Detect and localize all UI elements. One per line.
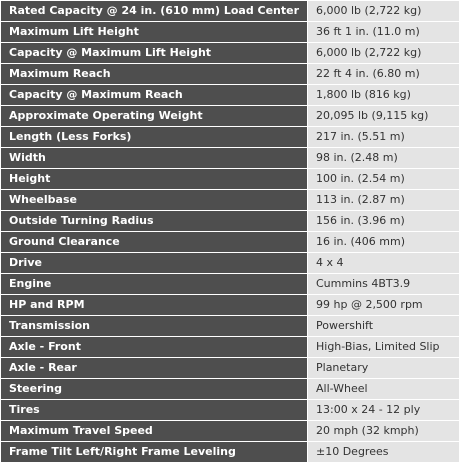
- spec-label: Capacity @ Maximum Lift Height: [1, 43, 308, 63]
- spec-value: 1,800 lb (816 kg): [308, 85, 459, 105]
- spec-value: 36 ft 1 in. (11.0 m): [308, 22, 459, 42]
- spec-label: Engine: [1, 274, 308, 294]
- spec-value: 16 in. (406 mm): [308, 232, 459, 252]
- spec-row: [1, 1, 459, 21]
- spec-row: [1, 442, 459, 462]
- spec-value: 217 in. (5.51 m): [308, 127, 459, 147]
- spec-row: [1, 253, 459, 273]
- spec-row: [1, 22, 459, 42]
- spec-label: Steering: [1, 379, 308, 399]
- spec-row: [1, 85, 459, 105]
- spec-row: [1, 358, 459, 378]
- spec-value: 4 x 4: [308, 253, 459, 273]
- spec-label: HP and RPM: [1, 295, 308, 315]
- spec-row: [1, 169, 459, 189]
- specifications-table-body: [1, 1, 459, 462]
- spec-value: 6,000 lb (2,722 kg): [308, 43, 459, 63]
- spec-label: Tires: [1, 400, 308, 420]
- spec-value: High-Bias, Limited Slip: [308, 337, 459, 357]
- spec-value: All-Wheel: [308, 379, 459, 399]
- spec-value: 13:00 x 24 - 12 ply: [308, 400, 459, 420]
- specifications-table: [1, 0, 459, 463]
- spec-label: Drive: [1, 253, 308, 273]
- spec-label: Maximum Travel Speed: [1, 421, 308, 441]
- spec-row: [1, 127, 459, 147]
- spec-row: [1, 64, 459, 84]
- spec-row: [1, 400, 459, 420]
- spec-label: Wheelbase: [1, 190, 308, 210]
- spec-row: [1, 106, 459, 126]
- spec-label: Axle - Front: [1, 337, 308, 357]
- spec-value: 113 in. (2.87 m): [308, 190, 459, 210]
- spec-row: [1, 190, 459, 210]
- spec-value: 100 in. (2.54 m): [308, 169, 459, 189]
- spec-row: [1, 211, 459, 231]
- spec-label: Outside Turning Radius: [1, 211, 308, 231]
- spec-value: 20 mph (32 kmph): [308, 421, 459, 441]
- spec-label: Approximate Operating Weight: [1, 106, 308, 126]
- spec-row: [1, 274, 459, 294]
- spec-label: Width: [1, 148, 308, 168]
- spec-row: [1, 232, 459, 252]
- spec-row: [1, 379, 459, 399]
- spec-label: Maximum Reach: [1, 64, 308, 84]
- spec-row: [1, 148, 459, 168]
- spec-label: Height: [1, 169, 308, 189]
- spec-label: Transmission: [1, 316, 308, 336]
- spec-row: [1, 316, 459, 336]
- spec-value: 156 in. (3.96 m): [308, 211, 459, 231]
- spec-row: [1, 421, 459, 441]
- spec-row: [1, 337, 459, 357]
- spec-value: 99 hp @ 2,500 rpm: [308, 295, 459, 315]
- spec-value: 98 in. (2.48 m): [308, 148, 459, 168]
- spec-value: Powershift: [308, 316, 459, 336]
- spec-value: 6,000 lb (2,722 kg): [308, 1, 459, 21]
- spec-row: [1, 43, 459, 63]
- spec-value: 20,095 lb (9,115 kg): [308, 106, 459, 126]
- spec-label: Length (Less Forks): [1, 127, 308, 147]
- spec-value: ±10 Degrees: [308, 442, 459, 462]
- spec-row: [1, 295, 459, 315]
- spec-value: Cummins 4BT3.9: [308, 274, 459, 294]
- spec-value: 22 ft 4 in. (6.80 m): [308, 64, 459, 84]
- spec-value: Planetary: [308, 358, 459, 378]
- spec-label: Maximum Lift Height: [1, 22, 308, 42]
- spec-label: Rated Capacity @ 24 in. (610 mm) Load Center: [1, 1, 308, 21]
- spec-label: Frame Tilt Left/Right Frame Leveling: [1, 442, 308, 462]
- spec-label: Capacity @ Maximum Reach: [1, 85, 308, 105]
- spec-label: Axle - Rear: [1, 358, 308, 378]
- spec-label: Ground Clearance: [1, 232, 308, 252]
